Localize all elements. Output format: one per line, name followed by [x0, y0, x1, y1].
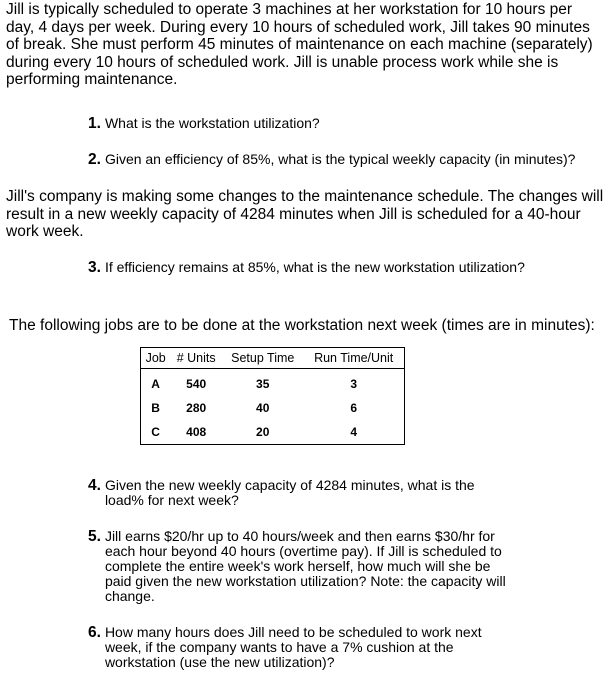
jobs-table: [140, 347, 405, 445]
cell-run-time: 6: [350, 401, 358, 415]
question-text: What is the workstation utilization?: [104, 115, 320, 131]
question-3: [88, 259, 525, 276]
column-header-job: Job: [141, 348, 171, 369]
question-number: 5.: [88, 528, 101, 545]
cell-job: A: [151, 377, 160, 391]
cell-job: C: [151, 425, 160, 439]
question-number: 6.: [88, 624, 101, 641]
column-header-setup-time: Setup Time: [222, 348, 303, 369]
intro-paragraph: Jill is typically scheduled to operate 3 machines at her workstation for 10 hours per day, 4 days per week. During every 10 hours of scheduled work, Jill takes 90 minutes of break. She must perform 45 minutes of maintenance on each machine (separately) during every 10 hours of scheduled work. Jill is unable process work while she is performing maintenance.: [6, 1, 593, 88]
question-text: If efficiency remains at 85%, what is the new workstation utilization?: [104, 259, 525, 275]
question-5: [88, 529, 508, 604]
table-row: [141, 420, 405, 445]
question-number: 4.: [88, 477, 101, 494]
jobs-intro: The following jobs are to be done at the workstation next week (times are in minutes):: [9, 317, 595, 334]
table-row: [141, 369, 405, 397]
question-number: 1.: [88, 115, 101, 132]
question-6: [88, 625, 508, 670]
cell-units: 540: [186, 377, 207, 391]
cell-setup-time: 40: [256, 401, 270, 415]
cell-run-time: 4: [350, 425, 358, 439]
question-2: [88, 151, 575, 168]
cell-units: 408: [186, 425, 207, 439]
question-text: Given the new weekly capacity of 4284 minutes, what is the load% for next week?: [104, 477, 475, 508]
column-header-run-time: Run Time/Unit: [303, 348, 404, 369]
question-number: 3.: [88, 259, 101, 276]
cell-setup-time: 35: [256, 377, 270, 391]
question-text: How many hours does Jill need to be scheduled to work next week, if the company wants to have a 7% cushion at the workstation (use the new utilization)?: [104, 624, 482, 670]
cell-setup-time: 20: [256, 425, 270, 439]
question-text: Given an efficiency of 85%, what is the typical weekly capacity (in minutes)?: [104, 151, 576, 167]
table-header-row: [141, 348, 405, 369]
question-number: 2.: [88, 151, 101, 168]
question-1: [88, 115, 320, 132]
cell-run-time: 3: [350, 377, 358, 391]
question-text: Jill earns $20/hr up to 40 hours/week and then earns $30/hr for each hour beyond 40 hours (overtime pay). If Jill is scheduled to complete the entire week's work herself, how much will she be paid given the new workstation utilization? Note: the capacity will change.: [104, 528, 506, 604]
column-header-units: # Units: [170, 348, 222, 369]
table-row: [141, 396, 405, 420]
cell-units: 280: [186, 401, 207, 415]
cell-job: B: [151, 401, 160, 415]
question-4: [88, 478, 508, 508]
change-paragraph: Jill's company is making some changes to the maintenance schedule. The changes will result in a new weekly capacity of 4284 minutes when Jill is scheduled for a 40-hour work week.: [6, 188, 604, 240]
